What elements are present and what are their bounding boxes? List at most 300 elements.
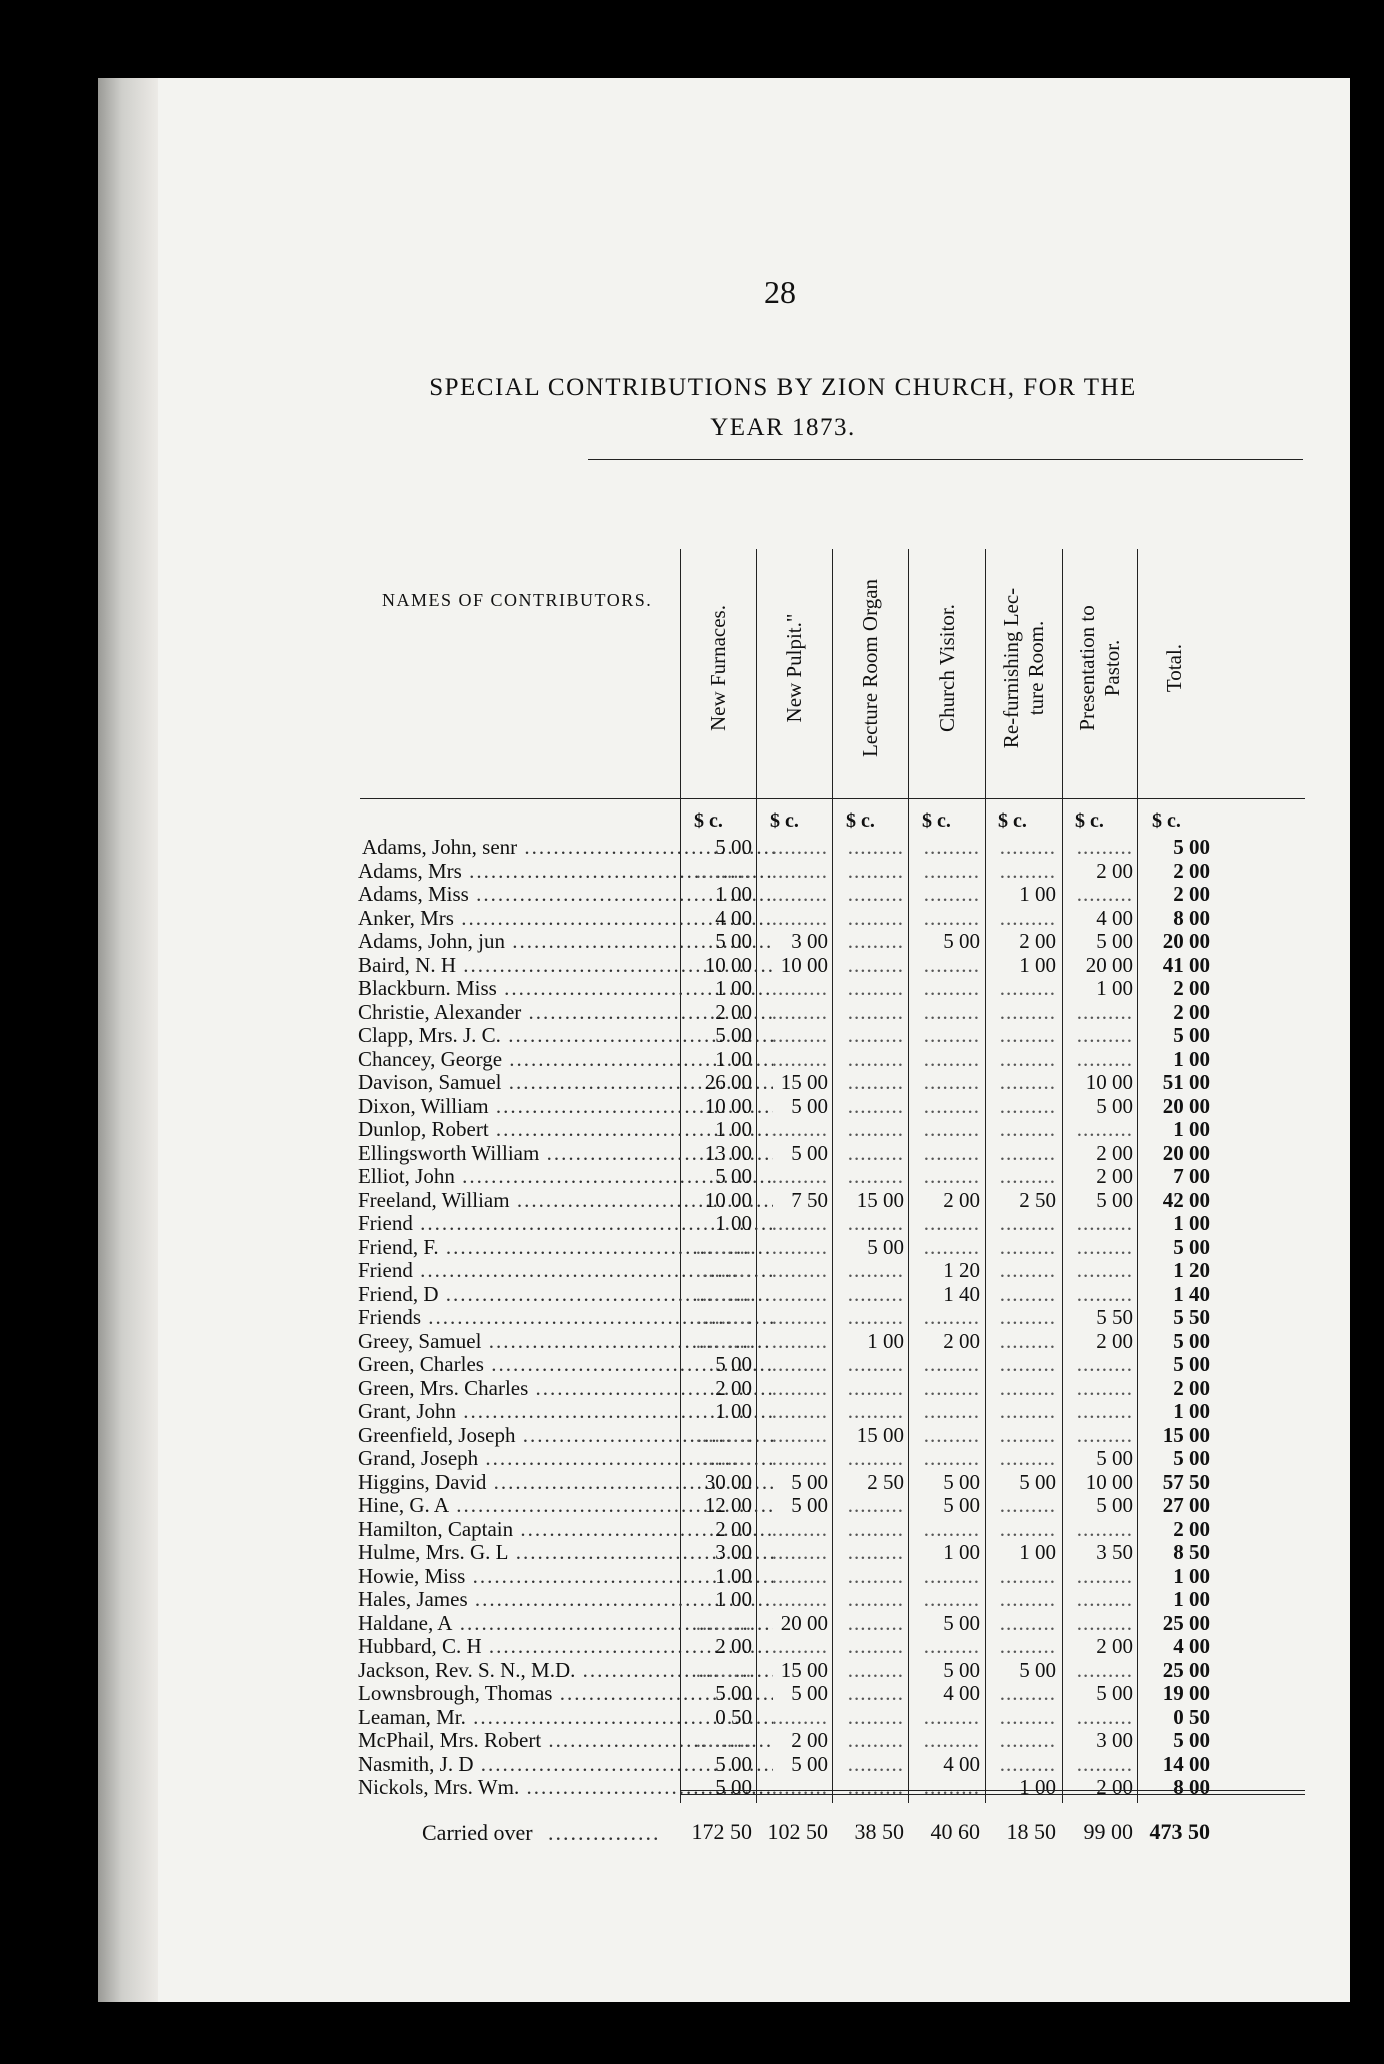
row-total: 5 00 bbox=[1173, 1352, 1210, 1376]
row-total: 2 00 bbox=[1173, 882, 1210, 906]
table-row bbox=[98, 1541, 1350, 1565]
amount-cell: ......... bbox=[771, 905, 828, 930]
contributor-name: Elliot, John ..... bbox=[358, 1165, 773, 1188]
amount-cell: ......... bbox=[695, 1728, 752, 1752]
amount-cell: 1 00 bbox=[867, 1328, 904, 1353]
amount-cell: ......... bbox=[999, 835, 1056, 859]
contributor-name: Hamilton, Captain ..... bbox=[358, 1518, 773, 1541]
amount-cell: ......... bbox=[771, 1328, 828, 1353]
amount-cell: ......... bbox=[999, 1587, 1056, 1611]
amount-cell: ......... bbox=[847, 1164, 904, 1188]
amount-cell: ......... bbox=[999, 1751, 1056, 1776]
amount-cell: ......... bbox=[923, 858, 980, 883]
contributor-name: Anker, Mrs ..... bbox=[358, 907, 773, 930]
amount-cell: ......... bbox=[999, 1023, 1056, 1047]
amount-cell: ......... bbox=[847, 1352, 904, 1376]
amount-cell: ......... bbox=[923, 1070, 980, 1094]
amount-cell: ......... bbox=[771, 1563, 828, 1588]
amount-cell: ......... bbox=[847, 1563, 904, 1588]
amount-cell: 4 00 bbox=[943, 1681, 980, 1705]
contributor-name: Adams, John, jun ..... bbox=[358, 930, 773, 953]
row-total: 5 00 bbox=[1173, 1234, 1210, 1259]
table-row bbox=[98, 1306, 1350, 1330]
amount-cell: ......... bbox=[847, 1634, 904, 1658]
row-total: 25 00 bbox=[1162, 1657, 1210, 1682]
amount-cell: ......... bbox=[847, 882, 904, 906]
table-row bbox=[98, 1612, 1350, 1636]
row-total: 51 00 bbox=[1162, 1070, 1210, 1094]
amount-cell: ......... bbox=[771, 1422, 828, 1447]
table-row bbox=[98, 1024, 1350, 1048]
row-total: 5 00 bbox=[1173, 1446, 1210, 1470]
amount-cell: ......... bbox=[1076, 1117, 1133, 1141]
amount-cell: ......... bbox=[847, 835, 904, 859]
column-header: Church Visitor. bbox=[934, 604, 958, 732]
amount-cell: ......... bbox=[695, 1305, 752, 1329]
row-total: 1 00 bbox=[1173, 1046, 1210, 1071]
table-row bbox=[98, 954, 1350, 978]
row-total: 1 20 bbox=[1173, 1258, 1210, 1282]
header-rule bbox=[680, 798, 1305, 799]
amount-cell: 20 00 bbox=[780, 1610, 828, 1635]
amount-cell: ......... bbox=[771, 1587, 828, 1611]
amount-cell: ......... bbox=[847, 1375, 904, 1400]
amount-cell: ......... bbox=[999, 1375, 1056, 1400]
table-row bbox=[98, 1588, 1350, 1612]
row-total: 5 00 bbox=[1173, 1023, 1210, 1047]
amount-cell: ......... bbox=[695, 1422, 752, 1447]
amount-cell: 15 00 bbox=[856, 1422, 904, 1447]
amount-cell: 2 00 bbox=[1096, 1164, 1133, 1188]
row-total: 1 00 bbox=[1173, 1211, 1210, 1235]
row-total: 20 00 bbox=[1162, 929, 1210, 953]
amount-cell: ......... bbox=[771, 1634, 828, 1658]
amount-cell: 2 50 bbox=[867, 1469, 904, 1494]
amount-cell: ......... bbox=[1076, 1516, 1133, 1541]
amount-cell: ......... bbox=[847, 858, 904, 883]
amount-cell: 1 00 bbox=[1019, 952, 1056, 977]
amount-cell: ......... bbox=[999, 1305, 1056, 1329]
amount-cell: ......... bbox=[1076, 1352, 1133, 1376]
amount-cell: 2 50 bbox=[1019, 1187, 1056, 1212]
amount-cell: ......... bbox=[923, 905, 980, 930]
amount-cell: 5 00 bbox=[715, 1023, 752, 1047]
amount-cell: 1 00 bbox=[715, 1563, 752, 1588]
amount-cell: 0 50 bbox=[715, 1704, 752, 1729]
amount-cell: ......... bbox=[923, 1046, 980, 1071]
row-total: 8 00 bbox=[1173, 905, 1210, 930]
contributor-name: Hulme, Mrs. G. L ..... bbox=[358, 1541, 773, 1564]
amount-cell: 1 00 bbox=[715, 882, 752, 906]
column-header: New Pulpit." bbox=[781, 613, 806, 723]
amount-cell: 2 00 bbox=[1096, 1328, 1133, 1353]
amount-cell: ......... bbox=[771, 1446, 828, 1470]
amount-cell: ......... bbox=[923, 1587, 980, 1611]
amount-cell: 5 00 bbox=[715, 1775, 752, 1799]
row-total: 8 50 bbox=[1173, 1540, 1210, 1564]
table-row bbox=[98, 1635, 1350, 1659]
amount-cell: 10 00 bbox=[1085, 1070, 1133, 1094]
row-total: 1 40 bbox=[1173, 1281, 1210, 1306]
amount-cell: ......... bbox=[1076, 1587, 1133, 1611]
column-header: Presentation to Pastor. bbox=[1074, 605, 1124, 731]
contributor-name: Hubbard, C. H ..... bbox=[358, 1635, 773, 1658]
amount-cell: ......... bbox=[847, 1211, 904, 1235]
row-total: 15 00 bbox=[1162, 1422, 1210, 1447]
contributor-name: Hine, G. A ..... bbox=[358, 1494, 773, 1517]
total-rule bbox=[680, 1794, 1305, 1795]
row-total: 2 00 bbox=[1173, 999, 1210, 1024]
amount-cell: ......... bbox=[1076, 1046, 1133, 1071]
amount-cell: 15 00 bbox=[780, 1657, 828, 1682]
amount-cell: ......... bbox=[695, 1281, 752, 1306]
row-total: 7 00 bbox=[1173, 1164, 1210, 1188]
amount-cell: 2 00 bbox=[1096, 1775, 1133, 1799]
amount-cell: 5 00 bbox=[943, 1610, 980, 1635]
amount-cell: 3 00 bbox=[791, 929, 828, 953]
amount-cell: ......... bbox=[695, 1446, 752, 1470]
page-title: SPECIAL CONTRIBUTIONS BY ZION CHURCH, FOR THE bbox=[429, 374, 1137, 401]
amount-cell: 10 00 bbox=[704, 952, 752, 977]
scanned-page bbox=[98, 78, 1350, 2002]
table-row bbox=[98, 1259, 1350, 1283]
amount-cell: 3 00 bbox=[1096, 1728, 1133, 1752]
amount-cell: ......... bbox=[999, 999, 1056, 1024]
amount-cell: ......... bbox=[923, 1117, 980, 1141]
contributor-name: Baird, N. H ..... bbox=[358, 954, 773, 977]
amount-cell: ......... bbox=[923, 1775, 980, 1799]
amount-cell: ......... bbox=[771, 1540, 828, 1564]
amount-cell: ......... bbox=[771, 1023, 828, 1047]
amount-cell: ......... bbox=[1076, 882, 1133, 906]
amount-cell: 1 00 bbox=[1019, 1540, 1056, 1564]
amount-cell: ......... bbox=[923, 1704, 980, 1729]
amount-cell: ......... bbox=[999, 858, 1056, 883]
carried-over-amount: 18 50 bbox=[1006, 1819, 1056, 1844]
contributor-name: Adams, John, senr ..... bbox=[362, 836, 777, 859]
amount-cell: ......... bbox=[771, 1117, 828, 1141]
amount-cell: 5 00 bbox=[715, 835, 752, 859]
amount-cell: 10 00 bbox=[704, 1187, 752, 1212]
amount-cell: ......... bbox=[1076, 1211, 1133, 1235]
table-row bbox=[98, 1001, 1350, 1025]
amount-cell: 2 00 bbox=[1096, 1634, 1133, 1658]
amount-cell: 2 00 bbox=[943, 1328, 980, 1353]
amount-cell: ......... bbox=[999, 1328, 1056, 1353]
amount-cell: 5 00 bbox=[791, 1751, 828, 1776]
column-header: New Furnaces. bbox=[705, 605, 730, 731]
header-rule bbox=[360, 798, 690, 799]
leader-dots: ............... bbox=[548, 1820, 661, 1845]
amount-cell: ......... bbox=[999, 1516, 1056, 1541]
amount-cell: ......... bbox=[1076, 1563, 1133, 1588]
table-row bbox=[98, 836, 1350, 860]
amount-cell: 30 00 bbox=[704, 1469, 752, 1494]
contributor-name: Friends ..... bbox=[358, 1306, 773, 1329]
amount-cell: ......... bbox=[923, 1305, 980, 1329]
amount-cell: ......... bbox=[1076, 1234, 1133, 1259]
table-row bbox=[98, 1236, 1350, 1260]
table-row bbox=[98, 1518, 1350, 1542]
amount-cell: ......... bbox=[771, 1164, 828, 1188]
amount-cell: 1 00 bbox=[943, 1540, 980, 1564]
unit-label: $ c. bbox=[998, 810, 1027, 832]
amount-cell: ......... bbox=[771, 835, 828, 859]
contributor-name: Green, Mrs. Charles ..... bbox=[358, 1377, 773, 1400]
contributor-name: Nasmith, J. D ..... bbox=[358, 1753, 773, 1776]
amount-cell: ......... bbox=[847, 1140, 904, 1165]
row-total: 14 00 bbox=[1162, 1751, 1210, 1776]
amount-cell: ......... bbox=[847, 1093, 904, 1118]
amount-cell: 5 00 bbox=[867, 1234, 904, 1259]
amount-cell: ......... bbox=[999, 1234, 1056, 1259]
amount-cell: 5 00 bbox=[1019, 1469, 1056, 1494]
unit-label: $ c. bbox=[846, 810, 875, 832]
amount-cell: ......... bbox=[771, 1281, 828, 1306]
column-header: Total. bbox=[1161, 643, 1185, 693]
amount-cell: 10 00 bbox=[704, 1093, 752, 1118]
amount-cell: ......... bbox=[999, 976, 1056, 1000]
carried-over-label: Carried over bbox=[422, 1820, 533, 1845]
amount-cell: ......... bbox=[695, 1258, 752, 1282]
amount-cell: 7 50 bbox=[791, 1187, 828, 1212]
table-row bbox=[98, 1048, 1350, 1072]
amount-cell: 2 00 bbox=[1019, 929, 1056, 953]
amount-cell: 5 00 bbox=[943, 929, 980, 953]
contributor-name: Leaman, Mr. ..... bbox=[358, 1706, 773, 1729]
amount-cell: ......... bbox=[1076, 1704, 1133, 1729]
amount-cell: ......... bbox=[847, 1493, 904, 1517]
amount-cell: ......... bbox=[847, 1681, 904, 1705]
table-row bbox=[98, 883, 1350, 907]
row-total: 19 00 bbox=[1162, 1681, 1210, 1705]
amount-cell: 5 00 bbox=[1096, 1681, 1133, 1705]
column-header: Lecture Room Organ bbox=[857, 578, 882, 758]
amount-cell: 5 00 bbox=[943, 1469, 980, 1494]
amount-cell: ......... bbox=[923, 1234, 980, 1259]
amount-cell: ......... bbox=[847, 1516, 904, 1541]
contributor-name: Haldane, A ..... bbox=[358, 1612, 773, 1635]
table-row bbox=[98, 977, 1350, 1001]
row-total: 5 00 bbox=[1173, 835, 1210, 859]
contributor-name: Friend, D ..... bbox=[358, 1283, 773, 1306]
amount-cell: ......... bbox=[847, 1446, 904, 1470]
amount-cell: ......... bbox=[923, 999, 980, 1024]
amount-cell: ......... bbox=[999, 1399, 1056, 1423]
amount-cell: 2 00 bbox=[943, 1187, 980, 1212]
amount-cell: 1 00 bbox=[1019, 882, 1056, 906]
amount-cell: ......... bbox=[847, 999, 904, 1024]
amount-cell: 2 00 bbox=[715, 999, 752, 1024]
unit-label: $ c. bbox=[1152, 810, 1181, 832]
amount-cell: ......... bbox=[771, 1211, 828, 1235]
amount-cell: ......... bbox=[695, 1234, 752, 1259]
amount-cell: ......... bbox=[695, 1328, 752, 1353]
amount-cell: 5 00 bbox=[715, 929, 752, 953]
amount-cell: ......... bbox=[999, 1681, 1056, 1705]
amount-cell: 1 00 bbox=[715, 1046, 752, 1071]
amount-cell: ......... bbox=[771, 1775, 828, 1799]
amount-cell: ......... bbox=[999, 1070, 1056, 1094]
row-total: 2 00 bbox=[1173, 1516, 1210, 1541]
amount-cell: 20 00 bbox=[1085, 952, 1133, 977]
table-row bbox=[98, 1659, 1350, 1683]
amount-cell: ......... bbox=[847, 1305, 904, 1329]
amount-cell: ......... bbox=[999, 1046, 1056, 1071]
row-total: 5 00 bbox=[1173, 1728, 1210, 1752]
table-row bbox=[98, 1353, 1350, 1377]
contributor-name: Green, Charles ..... bbox=[358, 1353, 773, 1376]
amount-cell: 5 00 bbox=[1096, 1187, 1133, 1212]
amount-cell: ......... bbox=[923, 1023, 980, 1047]
amount-cell: 5 50 bbox=[1096, 1305, 1133, 1329]
amount-cell: 1 00 bbox=[715, 976, 752, 1000]
row-total: 20 00 bbox=[1162, 1093, 1210, 1118]
names-column-header: NAMES OF CONTRIBUTORS. bbox=[382, 590, 653, 610]
amount-cell: ......... bbox=[771, 1234, 828, 1259]
title-rule bbox=[588, 459, 1303, 460]
amount-cell: ......... bbox=[847, 1399, 904, 1423]
carried-over-amount: 99 00 bbox=[1083, 1819, 1133, 1844]
amount-cell: 5 00 bbox=[1019, 1657, 1056, 1682]
row-total: 27 00 bbox=[1162, 1493, 1210, 1517]
amount-cell: 13 00 bbox=[704, 1140, 752, 1165]
amount-cell: ......... bbox=[847, 1728, 904, 1752]
amount-cell: 3 50 bbox=[1096, 1540, 1133, 1564]
contributor-name: Greenfield, Joseph ..... bbox=[358, 1424, 773, 1447]
amount-cell: ......... bbox=[923, 976, 980, 1000]
contributor-name: Adams, Miss ..... bbox=[358, 883, 773, 906]
carried-over-amount: 38 50 bbox=[854, 1819, 904, 1844]
amount-cell: 15 00 bbox=[856, 1187, 904, 1212]
table-row bbox=[98, 1682, 1350, 1706]
contributor-name: Dunlop, Robert ..... bbox=[358, 1118, 773, 1141]
amount-cell: ......... bbox=[1076, 835, 1133, 859]
amount-cell: 10 00 bbox=[780, 952, 828, 977]
amount-cell: ......... bbox=[923, 1352, 980, 1376]
amount-cell: 5 00 bbox=[1096, 1493, 1133, 1517]
amount-cell: ......... bbox=[999, 1281, 1056, 1306]
contributor-name: Howie, Miss ..... bbox=[358, 1565, 773, 1588]
table-row bbox=[98, 1776, 1350, 1800]
amount-cell: 10 00 bbox=[1085, 1469, 1133, 1494]
amount-cell: ......... bbox=[695, 1610, 752, 1635]
amount-cell: ......... bbox=[999, 1352, 1056, 1376]
table-row bbox=[98, 1471, 1350, 1495]
amount-cell: ......... bbox=[999, 1140, 1056, 1165]
amount-cell: ......... bbox=[847, 905, 904, 930]
contributor-name: Hales, James ..... bbox=[358, 1588, 773, 1611]
amount-cell: ......... bbox=[999, 1563, 1056, 1588]
total-rule bbox=[680, 1790, 1305, 1791]
amount-cell: ......... bbox=[771, 999, 828, 1024]
contributor-name: Blackburn. Miss ..... bbox=[358, 977, 773, 1000]
amount-cell: ......... bbox=[847, 1070, 904, 1094]
amount-cell: ......... bbox=[1076, 1399, 1133, 1423]
amount-cell: 5 00 bbox=[1096, 1446, 1133, 1470]
amount-cell: 2 00 bbox=[1096, 858, 1133, 883]
amount-cell: 5 00 bbox=[943, 1657, 980, 1682]
contributor-name: McPhail, Mrs. Robert ..... bbox=[358, 1729, 773, 1752]
contributor-name: Adams, Mrs ..... bbox=[358, 860, 773, 883]
contributor-name: Friend ..... bbox=[358, 1212, 773, 1235]
contributor-name: Friend, F. ..... bbox=[358, 1236, 773, 1259]
amount-cell: 5 00 bbox=[1096, 1093, 1133, 1118]
amount-cell: ......... bbox=[999, 1728, 1056, 1752]
amount-cell: 5 00 bbox=[715, 1352, 752, 1376]
amount-cell: ......... bbox=[847, 976, 904, 1000]
table-row bbox=[98, 1494, 1350, 1518]
page-title-year: YEAR 1873. bbox=[710, 414, 856, 441]
amount-cell: 15 00 bbox=[780, 1070, 828, 1094]
amount-cell: ......... bbox=[771, 1516, 828, 1541]
table-row bbox=[98, 1189, 1350, 1213]
contributor-name: Christie, Alexander ..... bbox=[358, 1001, 773, 1024]
table-row bbox=[98, 907, 1350, 931]
contributor-name: Grand, Joseph ..... bbox=[358, 1447, 773, 1470]
amount-cell: ......... bbox=[923, 1140, 980, 1165]
contributor-name: Grant, John ..... bbox=[358, 1400, 773, 1423]
amount-cell: ......... bbox=[771, 882, 828, 906]
amount-cell: ......... bbox=[771, 1704, 828, 1729]
row-total: 1 00 bbox=[1173, 1117, 1210, 1141]
amount-cell: ......... bbox=[695, 1657, 752, 1682]
table-row bbox=[98, 1447, 1350, 1471]
amount-cell: ......... bbox=[847, 1657, 904, 1682]
row-total: 5 00 bbox=[1173, 1328, 1210, 1353]
amount-cell: ......... bbox=[923, 1446, 980, 1470]
amount-cell: ......... bbox=[1076, 1751, 1133, 1776]
amount-cell: ......... bbox=[923, 1375, 980, 1400]
amount-cell: 5 00 bbox=[791, 1469, 828, 1494]
table-row bbox=[98, 1377, 1350, 1401]
row-total: 2 00 bbox=[1173, 858, 1210, 883]
amount-cell: ......... bbox=[771, 1046, 828, 1071]
amount-cell: ......... bbox=[1076, 1375, 1133, 1400]
table-row bbox=[98, 1330, 1350, 1354]
amount-cell: ......... bbox=[999, 1117, 1056, 1141]
amount-cell: ......... bbox=[847, 929, 904, 953]
amount-cell: ......... bbox=[847, 1751, 904, 1776]
amount-cell: 12 00 bbox=[704, 1493, 752, 1517]
row-total: 57 50 bbox=[1162, 1469, 1210, 1494]
row-total: 8 00 bbox=[1173, 1775, 1210, 1799]
table-row bbox=[98, 1212, 1350, 1236]
row-total: 0 50 bbox=[1173, 1704, 1210, 1729]
amount-cell: ......... bbox=[1076, 1422, 1133, 1447]
amount-cell: ......... bbox=[1076, 999, 1133, 1024]
amount-cell: ......... bbox=[847, 1023, 904, 1047]
table-row bbox=[98, 1118, 1350, 1142]
amount-cell: 1 00 bbox=[715, 1211, 752, 1235]
amount-cell: 1 00 bbox=[1019, 1775, 1056, 1799]
amount-cell: 1 20 bbox=[943, 1258, 980, 1282]
amount-cell: 26 00 bbox=[704, 1070, 752, 1094]
amount-cell: ......... bbox=[847, 1117, 904, 1141]
amount-cell: ......... bbox=[923, 1399, 980, 1423]
amount-cell: ......... bbox=[1076, 1281, 1133, 1306]
amount-cell: ......... bbox=[771, 1399, 828, 1423]
amount-cell: ......... bbox=[771, 858, 828, 883]
carried-over-amount: 40 60 bbox=[930, 1819, 980, 1844]
row-total: 1 00 bbox=[1173, 1563, 1210, 1588]
table-row bbox=[98, 1565, 1350, 1589]
carried-over-amount: 172 50 bbox=[691, 1819, 752, 1844]
amount-cell: ......... bbox=[847, 952, 904, 977]
table-row bbox=[98, 1283, 1350, 1307]
amount-cell: 1 00 bbox=[715, 1117, 752, 1141]
amount-cell: 5 00 bbox=[1096, 929, 1133, 953]
